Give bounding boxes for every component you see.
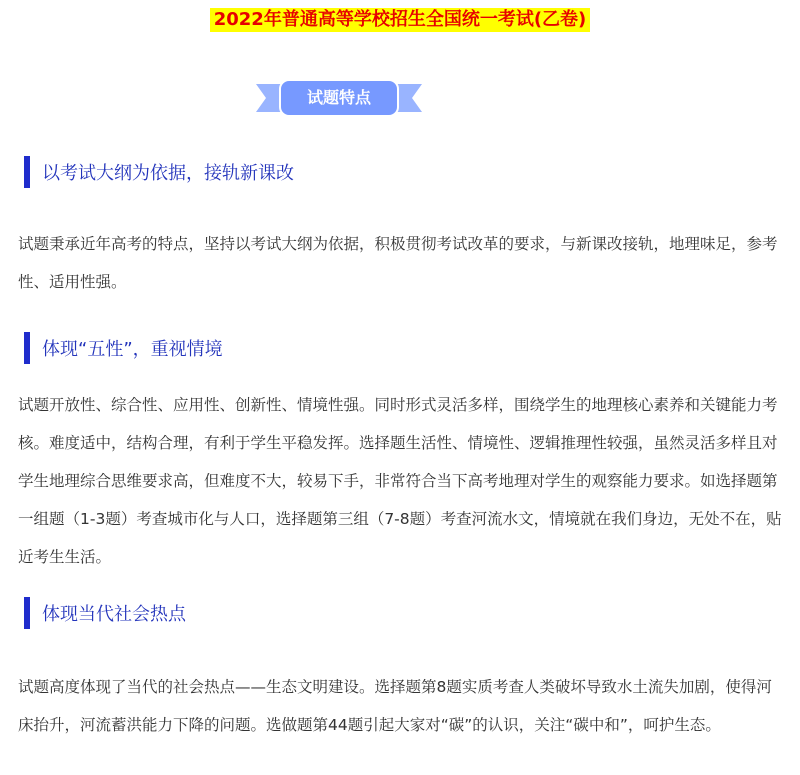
section-paragraph: 试题高度体现了当代的社会热点——生态文明建设。选择题第8题实质考查人类破坏导致水土流失加剧，使得河床抬升，河流蓄洪能力下降的问题。选做题第44题引起大家对“碳”的认识，关注“碳中和”，呵护生态。 bbox=[18, 678, 772, 734]
title-bar bbox=[0, 8, 800, 32]
document-title: 2022年普通高等学校招生全国统一考试(乙卷) bbox=[210, 8, 591, 32]
section-paragraph: 试题秉承近年高考的特点，坚持以考试大纲为依据，积极贯彻考试改革的要求，与新课改接轨，地理味足，参考性、适用性强。 bbox=[18, 235, 778, 291]
section-paragraph: 试题开放性、综合性、应用性、创新性、情境性强。同时形式灵活多样，围绕学生的地理核心素养和关键能力考核。难度适中，结构合理，有利于学生平稳发挥。选择题生活性、情境性、逻辑推理性较强，虽然灵活多样且对学生地理综合思维要求高，但难度不大，较易下手，非常符合当下高考地理对学生的观察能力要求。如选择题第一组题（1-3题）考查城市化与人口，选择题第三组（7-8题）考查河流水文，情境就在我们身边，无处不在，贴近考生生活。 bbox=[18, 396, 782, 566]
section-heading bbox=[24, 597, 186, 629]
heading-text: 体现当代社会热点 bbox=[42, 604, 186, 625]
banner-label: 试题特点 bbox=[306, 88, 371, 107]
heading-text: 体现“五性”，重视情境 bbox=[42, 339, 223, 360]
section-banner bbox=[256, 78, 422, 118]
heading-text: 以考试大纲为依据，接轨新课改 bbox=[42, 163, 294, 184]
section-heading bbox=[24, 156, 294, 188]
section-heading bbox=[24, 332, 223, 364]
heading-accent-bar bbox=[24, 332, 30, 364]
heading-accent-bar bbox=[24, 597, 30, 629]
heading-accent-bar bbox=[24, 156, 30, 188]
